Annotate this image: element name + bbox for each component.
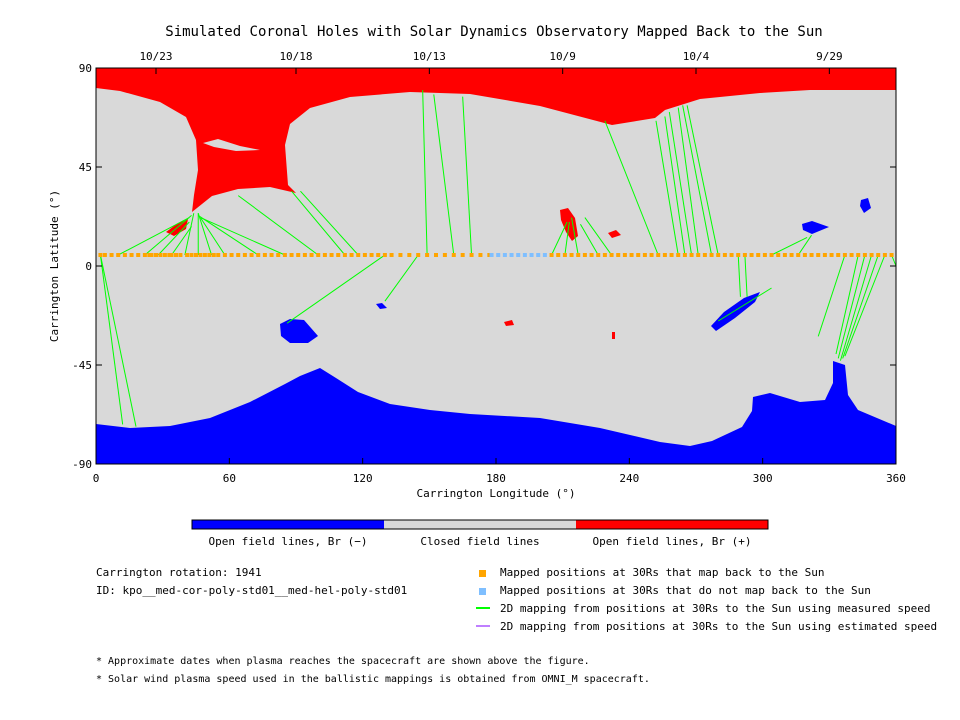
mapped-point-orange [870,253,874,257]
mapped-point-orange [590,253,594,257]
x-tick-label: 120 [352,472,373,485]
mapped-point-blue [496,253,500,257]
legend-green-label: 2D mapping from positions at 30Rs to the Sun using measured speed [500,602,931,615]
mapped-point-orange [223,253,227,257]
colorbar-label-closed: Closed field lines [420,535,540,548]
mapped-point-orange [670,253,674,257]
top-date-label: 10/4 [682,50,710,63]
mapped-point-orange [190,253,194,257]
mapped-point-orange [663,253,667,257]
mapped-point-orange [263,253,267,257]
mapped-point-orange [696,253,700,257]
mapped-point-orange [723,253,727,257]
mapped-point-blue [510,253,514,257]
mapped-point-orange [416,253,420,257]
legend-blue-swatch [479,588,486,595]
mapped-point-orange [310,253,314,257]
legend-orange-label: Mapped positions at 30Rs that map back to the Sun [500,566,825,579]
mapped-point-orange [323,253,327,257]
mapped-point-orange [576,253,580,257]
mapped-point-orange [563,253,567,257]
top-date-label: 9/29 [816,50,843,63]
mapped-point-orange [750,253,754,257]
mapped-point-orange [178,253,182,257]
mapped-point-orange [170,253,174,257]
mapped-point-orange [198,253,202,257]
colorbar-positive [576,520,768,529]
mapped-point-orange [370,253,374,257]
mapped-point-orange [890,253,894,257]
mapped-point-orange [830,253,834,257]
mapped-point-orange [356,253,360,257]
mapped-point-orange [810,253,814,257]
mapped-point-orange [130,253,134,257]
mapped-point-orange [743,253,747,257]
top-date-label: 10/9 [549,50,576,63]
mapped-point-orange [703,253,707,257]
mapped-point-orange [623,253,627,257]
mapped-point-blue [530,253,534,257]
mapped-point-orange [610,253,614,257]
mapped-point-orange [163,253,167,257]
top-date-label: 10/18 [279,50,313,63]
y-tick-label: -90 [72,458,92,471]
mapped-point-orange [194,253,198,257]
colorbar-label-positive: Open field lines, Br (+) [592,535,752,548]
mapped-point-orange [836,253,840,257]
mapped-point-orange [570,253,574,257]
mapped-point-orange [763,253,767,257]
mapped-point-blue [503,253,507,257]
mapped-point-orange [690,253,694,257]
mapped-point-orange [136,253,140,257]
mapped-point-orange [776,253,780,257]
legend-purple-label: 2D mapping from positions at 30Rs to the Sun using estimated speed [500,620,938,633]
mapped-point-orange [230,253,234,257]
mapped-point-blue [490,253,494,257]
mapped-point-orange [883,253,887,257]
mapped-point-orange [470,253,474,257]
mapped-point-orange [350,253,354,257]
colorbar-closed [384,520,576,529]
mapped-point-orange [407,253,411,257]
mapped-point-orange [236,253,240,257]
mapped-point-orange [283,253,287,257]
mapped-point-orange [676,253,680,257]
legend-green-line [476,607,490,609]
mapped-point-orange [303,253,307,257]
mapped-point-orange [850,253,854,257]
x-tick-label: 360 [886,472,906,485]
mapped-point-orange [154,253,158,257]
mapped-point-orange [256,253,260,257]
legend-orange-swatch [479,570,486,577]
mapped-point-orange [330,253,334,257]
mapped-point-orange [736,253,740,257]
mapped-point-orange [710,253,714,257]
mapped-point-orange [425,253,429,257]
top-date-label: 10/23 [139,50,173,63]
mapped-point-orange [250,253,254,257]
model-id: ID: kpo__med-cor-poly-std01__med-hel-poly-std01 [96,584,408,597]
y-axis-label: Carrington Latitude (°) [48,189,61,343]
legend-purple-line [476,625,490,627]
mapped-point-orange [98,253,102,257]
mapped-point-orange [650,253,654,257]
mapped-point-orange [730,253,734,257]
mapped-point-orange [783,253,787,257]
mapped-point-orange [212,253,216,257]
mapped-point-orange [185,253,189,257]
mapped-point-orange [123,253,127,257]
x-axis-label: Carrington Longitude (°) [416,487,576,500]
mapped-point-orange [803,253,807,257]
mapped-point-orange [770,253,774,257]
mapped-point-orange [270,253,274,257]
mapped-point-blue [523,253,527,257]
mapped-point-orange [276,253,280,257]
mapped-point-orange [363,253,367,257]
mapped-point-orange [390,253,394,257]
mapped-point-orange [683,253,687,257]
y-tick-label: 45 [78,161,92,174]
mapped-point-orange [383,253,387,257]
mapped-point-orange [863,253,867,257]
mapped-point-orange [216,253,220,257]
x-tick-label: 60 [222,472,236,485]
mapped-point-orange [583,253,587,257]
mapped-point-orange [596,253,600,257]
x-tick-label: 0 [92,472,100,485]
carrington-rotation: Carrington rotation: 1941 [96,566,262,579]
x-tick-label: 180 [486,472,506,485]
mapped-point-orange [816,253,820,257]
mapped-point-orange [398,253,402,257]
mapped-point-blue [516,253,520,257]
mapped-point-orange [643,253,647,257]
note-speed: * Solar wind plasma speed used in the ballistic mappings is obtained from OMNI_M spacecraft. [96,674,650,685]
mapped-point-orange [603,253,607,257]
legend-blue-label: Mapped positions at 30Rs that do not map back to the Sun [500,584,871,597]
mapped-point-orange [876,253,880,257]
mapped-point-orange [630,253,634,257]
y-tick-label: 90 [78,62,92,75]
mapped-point-orange [150,253,154,257]
mapped-point-orange [756,253,760,257]
mapped-point-orange [434,253,438,257]
mapped-point-orange [207,253,211,257]
red-hole-small-5 [612,332,615,339]
mapped-point-orange [336,253,340,257]
mapped-point-orange [376,253,380,257]
note-dates: * Approximate dates when plasma reaches the spacecraft are shown above the figure. [96,656,590,667]
mapped-point-orange [550,253,554,257]
mapped-point-orange [616,253,620,257]
mapped-point-orange [656,253,660,257]
y-tick-label: 0 [85,260,92,273]
mapped-point-orange [143,253,147,257]
mapped-point-blue [543,253,547,257]
mapped-point-orange [203,253,207,257]
colorbar-negative [192,520,384,529]
y-tick-label: -45 [72,359,92,372]
mapped-point-orange [110,253,114,257]
mapped-point-orange [296,253,300,257]
mapped-point-orange [443,253,447,257]
mapped-point-orange [843,253,847,257]
mapped-point-orange [556,253,560,257]
mapped-point-orange [103,253,107,257]
mapped-point-orange [452,253,456,257]
mapped-point-orange [856,253,860,257]
mapped-point-orange [343,253,347,257]
mapped-point-orange [243,253,247,257]
mapped-point-orange [716,253,720,257]
mapped-point-blue [536,253,540,257]
mapped-point-orange [158,253,162,257]
mapped-point-orange [478,253,482,257]
mapped-point-orange [823,253,827,257]
mapped-point-orange [461,253,465,257]
top-date-label: 10/13 [412,50,446,63]
x-tick-label: 240 [619,472,640,485]
x-tick-label: 300 [752,472,773,485]
mapped-point-orange [116,253,120,257]
mapped-point-orange [290,253,294,257]
mapped-point-orange [796,253,800,257]
colorbar-label-negative: Open field lines, Br (−) [208,535,368,548]
mapped-point-orange [316,253,320,257]
mapped-point-orange [790,253,794,257]
chart-title: Simulated Coronal Holes with Solar Dynamics Observatory Mapped Back to the Sun [165,24,823,40]
mapped-point-orange [636,253,640,257]
mapped-point-orange [174,253,178,257]
